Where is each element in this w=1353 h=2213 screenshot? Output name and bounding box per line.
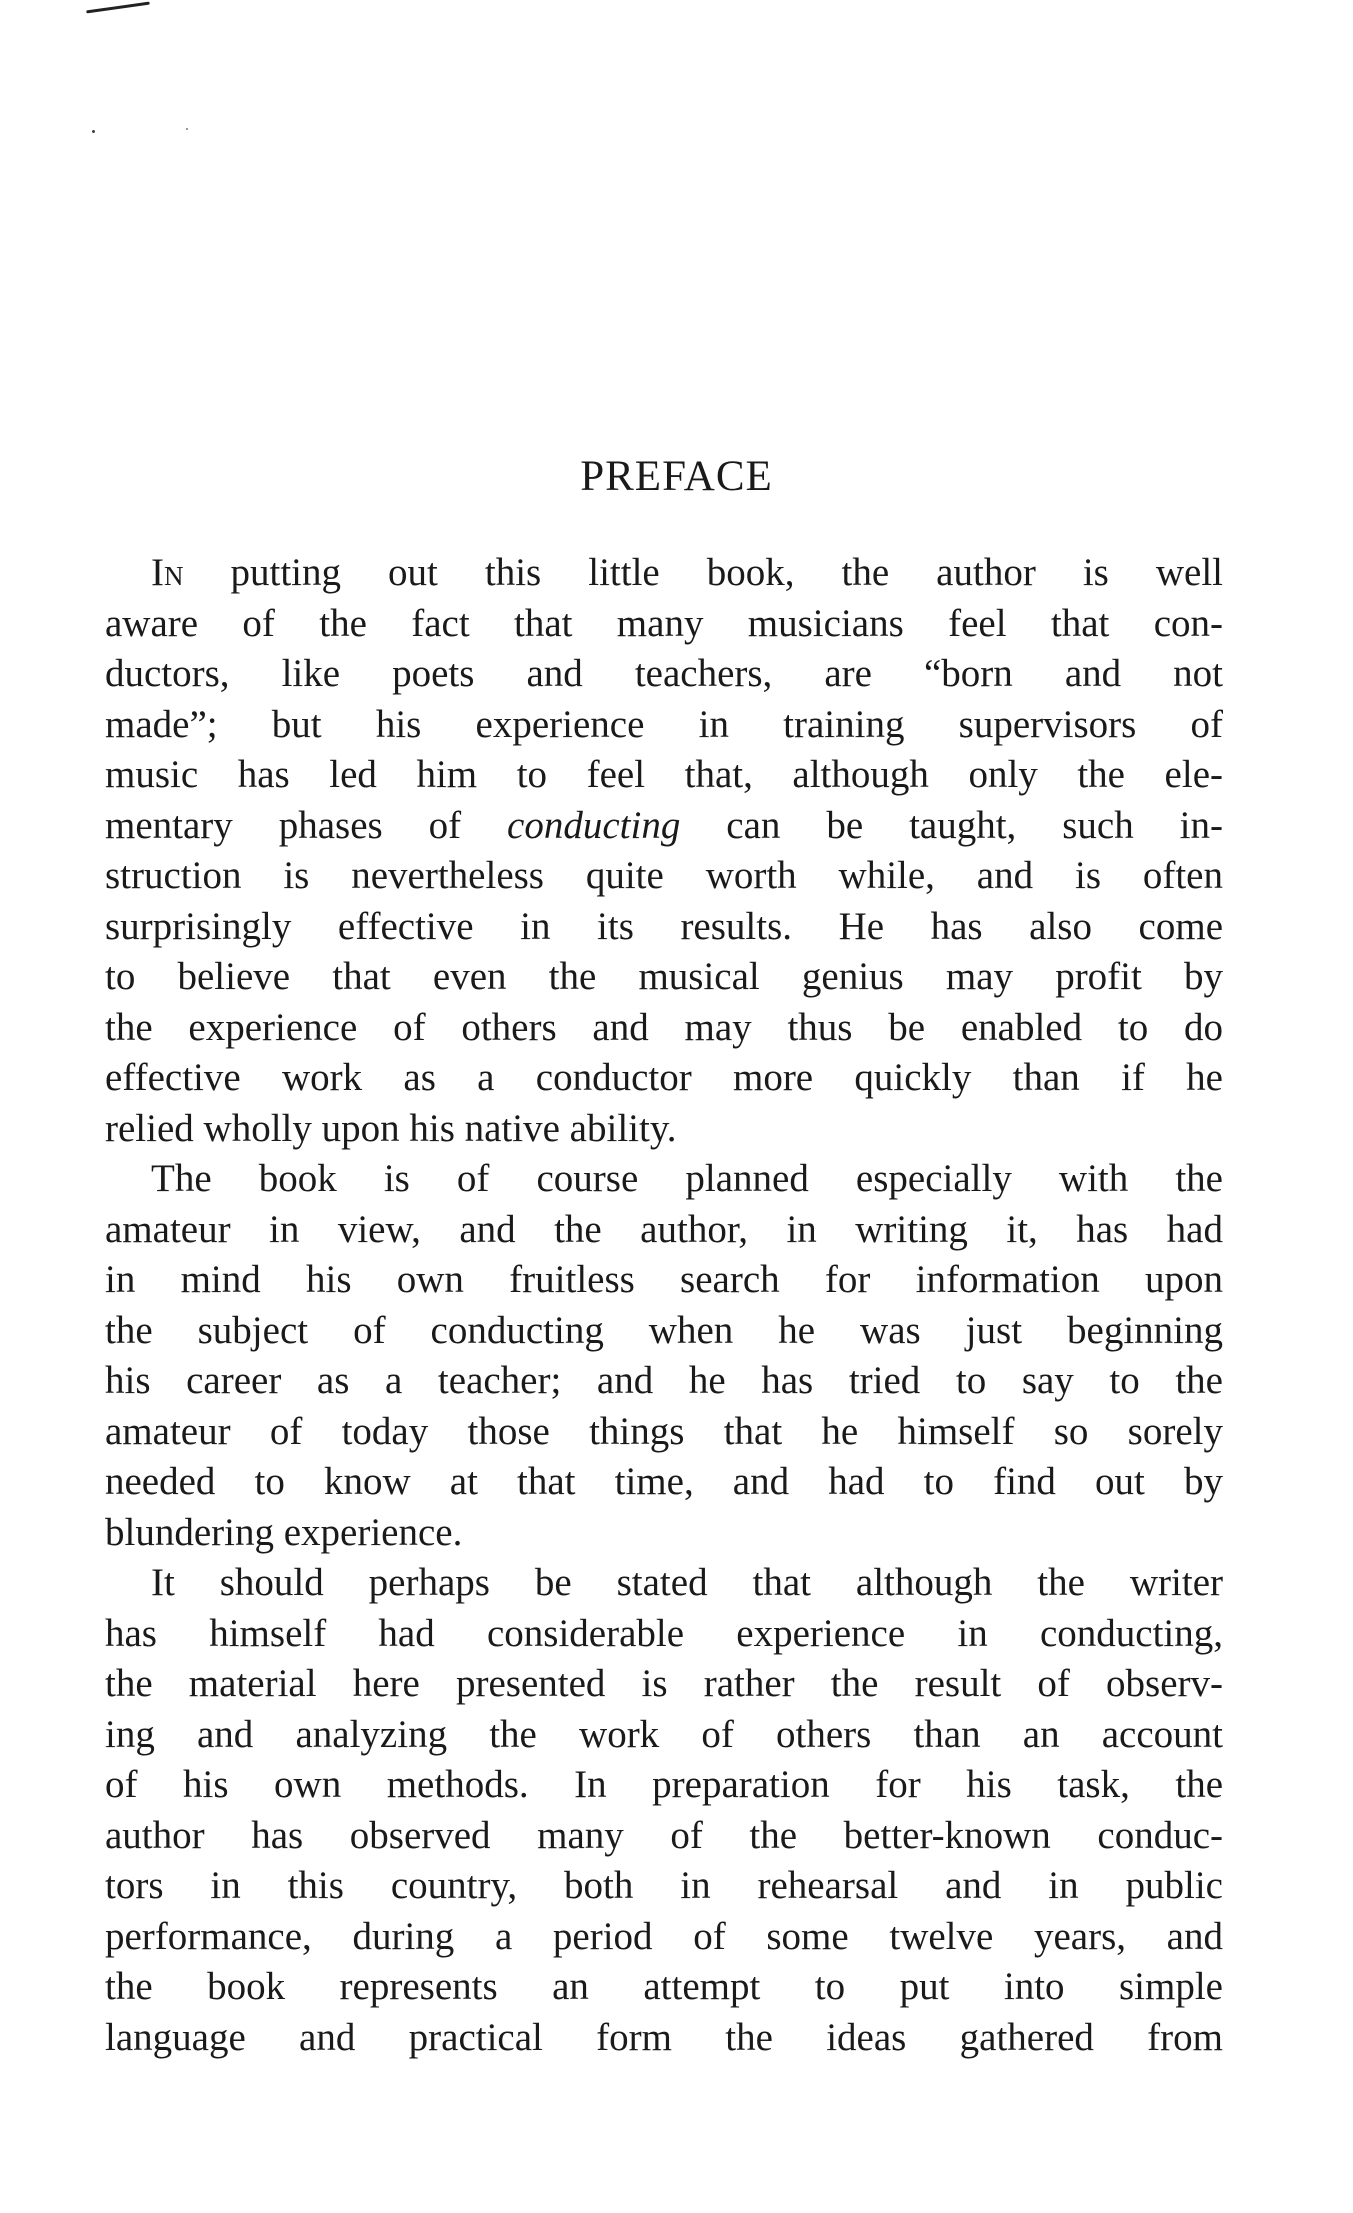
- text-line: of his own methods. In preparation for his task, the: [105, 1763, 1223, 1806]
- text-line: needed to know at that time, and had to find out by: [105, 1460, 1223, 1503]
- text-line: blundering experience.: [105, 1510, 463, 1554]
- page-title: PREFACE: [580, 453, 773, 500]
- text-line: ing and analyzing the work of others than an account: [105, 1712, 1223, 1756]
- text-line: [105, 548, 1223, 599]
- text-line-content: can be taught, such in-: [680, 803, 1223, 847]
- paragraph-1: [105, 548, 1223, 1154]
- text-line: relied wholly upon his native ability.: [105, 1106, 677, 1150]
- text-line: made”; but his experience in training supervisors of: [105, 702, 1223, 746]
- paragraph-3: [105, 1558, 1223, 2063]
- text-line: struction is nevertheless quite worth while, and is often: [105, 854, 1223, 897]
- text-line: effective work as a conductor more quickly than if he: [105, 1056, 1223, 1099]
- text-line: The book is of course planned especially with the: [151, 1157, 1223, 1200]
- text-line: [105, 801, 1223, 852]
- preface-body: [105, 548, 1223, 2063]
- text-line: It should perhaps be stated that although the writer: [151, 1561, 1223, 1604]
- paragraph-2: [105, 1154, 1223, 1558]
- scan-artifact-mark: [86, 2, 150, 14]
- text-line: amateur in view, and the author, in writing it, has had: [105, 1207, 1223, 1251]
- text-line: the experience of others and may thus be enabled to do: [105, 1005, 1223, 1049]
- text-line: author has observed many of the better-known conduc-: [105, 1813, 1223, 1857]
- emphasized-word: conducting: [507, 803, 681, 847]
- text-line: in mind his own fruitless search for information upon: [105, 1258, 1223, 1301]
- text-line-content: mentary phases of: [105, 803, 508, 847]
- text-line: to believe that even the musical genius may profit by: [105, 955, 1223, 998]
- text-line: performance, during a period of some twelve years, and: [105, 1914, 1223, 1958]
- text-line: aware of the fact that many musicians feel that con-: [105, 601, 1223, 645]
- text-line: the material here presented is rather the result of observ-: [105, 1662, 1223, 1705]
- text-line: surprisingly effective in its results. He has also come: [105, 904, 1223, 948]
- text-line: music has led him to feel that, although only the ele-: [105, 753, 1223, 796]
- text-line: has himself had considerable experience in conducting,: [105, 1611, 1223, 1655]
- text-line: amateur of today those things that he himself so sorely: [105, 1409, 1223, 1453]
- text-line: the book represents an attempt to put into simple: [105, 1965, 1223, 2008]
- text-line: ductors, like poets and teachers, are “born and not: [105, 652, 1223, 695]
- drop-lead-word: In: [151, 551, 184, 594]
- text-line: the subject of conducting when he was just beginning: [105, 1308, 1223, 1352]
- text-line: tors in this country, both in rehearsal and in public: [105, 1864, 1223, 1907]
- scan-artifact-dot: [186, 128, 188, 130]
- scan-artifact-dot: [92, 130, 95, 133]
- text-line: his career as a teacher; and he has tried to say to the: [105, 1359, 1223, 1402]
- text-line: language and practical form the ideas gathered from: [105, 2015, 1223, 2059]
- text-line-content: putting out this little book, the author is well: [183, 551, 1223, 594]
